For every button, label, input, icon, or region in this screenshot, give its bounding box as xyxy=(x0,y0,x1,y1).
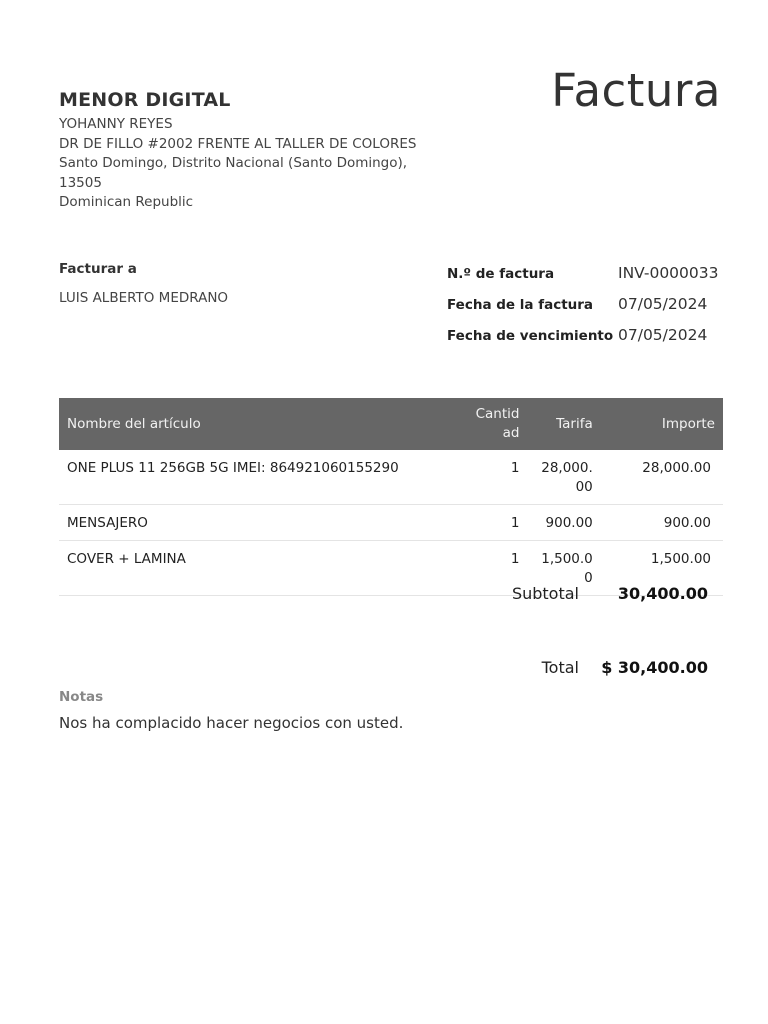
item-rate: 900.00 xyxy=(527,505,600,541)
item-quantity: 1 xyxy=(462,505,527,541)
header-amount: Importe xyxy=(601,398,723,450)
total-row xyxy=(447,658,723,677)
bill-to-label: Facturar a xyxy=(59,261,137,277)
notes-text: Nos ha complacido hacer negocios con usted. xyxy=(59,714,404,732)
header-rate: Tarifa xyxy=(527,398,600,450)
address-line: Dominican Republic xyxy=(59,194,194,210)
subtotal-value: 30,400.00 xyxy=(617,584,708,603)
meta-label: Fecha de vencimiento xyxy=(447,328,614,344)
meta-row-invoice-number xyxy=(447,264,737,295)
address-line: DR DE FILLO #2002 FRENTE AL TALLER DE COLORES xyxy=(59,135,417,152)
item-rate: 1,500.00 xyxy=(527,541,600,596)
item-name: COVER + LAMINA xyxy=(59,541,462,596)
meta-label: N.º de factura xyxy=(447,266,555,282)
total-value: $ 30,400.00 xyxy=(601,658,708,677)
table-row xyxy=(59,450,723,505)
bill-to-name: LUIS ALBERTO MEDRANO xyxy=(59,290,229,306)
item-amount: 28,000.00 xyxy=(601,450,723,505)
notes-label: Notas xyxy=(59,689,104,705)
total-label: Total xyxy=(541,658,579,677)
items-table xyxy=(59,398,723,596)
address-line: Santo Domingo, Distrito Nacional (Santo Domingo), xyxy=(59,155,408,171)
item-name: MENSAJERO xyxy=(59,505,462,541)
company-address xyxy=(59,115,419,213)
meta-value: INV-0000033 xyxy=(618,264,719,282)
meta-value: 07/05/2024 xyxy=(618,326,708,344)
address-line: YOHANNY REYES xyxy=(59,116,173,132)
company-name: MENOR DIGITAL xyxy=(59,89,231,111)
meta-row-due-date xyxy=(447,326,737,357)
invoice-meta xyxy=(447,264,737,357)
item-amount: 900.00 xyxy=(601,505,723,541)
table-row xyxy=(59,505,723,541)
subtotal-row xyxy=(447,584,723,603)
subtotal-label: Subtotal xyxy=(511,584,579,603)
item-amount: 1,500.00 xyxy=(601,541,723,596)
item-name: ONE PLUS 11 256GB 5G IMEI: 864921060155290 xyxy=(59,450,462,505)
document-title: Factura xyxy=(551,64,721,117)
meta-row-invoice-date xyxy=(447,295,737,326)
meta-value: 07/05/2024 xyxy=(618,295,708,313)
item-quantity: 1 xyxy=(462,450,527,505)
meta-label: Fecha de la factura xyxy=(447,297,594,313)
table-header-row xyxy=(59,398,723,450)
header-quantity: Cantidad xyxy=(462,398,527,450)
item-quantity: 1 xyxy=(462,541,527,596)
address-line: 13505 xyxy=(59,174,102,191)
item-rate: 28,000.00 xyxy=(527,450,600,505)
header-item-name: Nombre del artículo xyxy=(59,398,462,450)
